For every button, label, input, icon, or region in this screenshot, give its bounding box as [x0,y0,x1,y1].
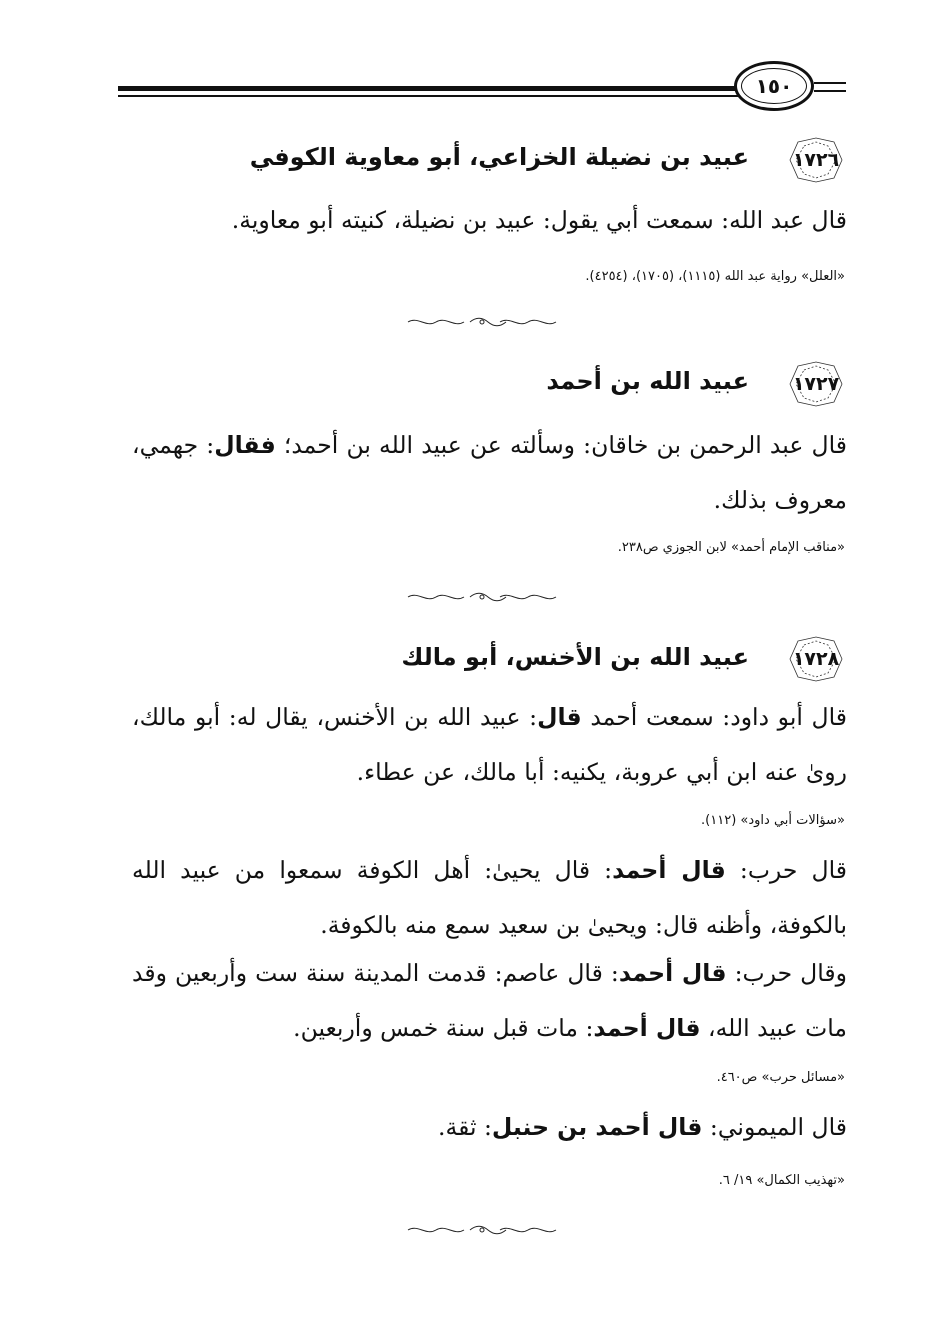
para-text: : قال عاصم: قدمت المدينة سنة ست وأربعين وقد مات عبيد الله، [132,959,847,1042]
para-text: قال حرب: [725,856,847,884]
entry-heading: عبيد بن نضيلة الخزاعي، أبو معاوية الكوفي [249,143,749,171]
entry-paragraph [132,1100,847,1155]
para-text: قال أبو داود: سمعت أحمد [581,703,848,731]
para-bold: قال أحمد [612,856,726,884]
para-text: : ثقة. [438,1113,492,1141]
para-bold: قال أحمد بن حنبل [491,1113,703,1141]
entry-number: ١٧٢٨ [792,648,840,670]
para-text: : قال يحيىٰ: أهل الكوفة سمعوا من عبيد الله بالكوفة، وأظنه قال: ويحيىٰ بن سعيد سمع منه بالكوفة. [132,856,847,939]
source-citation: «العلل» رواية عبد الله (١١١٥)، (١٧٠٥)، (٤٢٥٤). [585,269,845,284]
page-number-badge [734,61,814,111]
source-citation: «سؤالات أبي داود» (١١٢). [701,813,845,828]
para-bold: قال أحمد [593,1014,701,1042]
para-text: قال عبد الرحمن بن خاقان: وسألته عن عبيد الله بن أحمد؛ [275,431,847,459]
entry-paragraph [132,690,847,800]
source-citation: «تهذيب الكمال» ١٩/ ٦. [718,1173,845,1188]
entry-number: ١٧٢٦ [792,149,840,171]
para-text: وقال حرب: [726,959,847,987]
entry-number-badge [786,360,846,408]
section-divider-ornament [404,315,560,329]
source-citation: «مناقب الإمام أحمد» لابن الجوزي ص٢٣٨. [617,540,845,555]
para-bold: قال أحمد [618,959,727,987]
header-rule-thin [118,95,738,97]
para-text: : عبيد الله بن الأخنس، يقال له: أبو مالك، روىٰ عنه ابن أبي عروبة، يكنيه: أبا مالك، عن عطاء. [132,703,847,786]
entry-paragraph [132,946,847,1056]
entry-paragraph: قال عبد الله: سمعت أبي يقول: عبيد بن نضيلة، كنيته أبو معاوية. [231,206,847,234]
para-text: قال الميموني: [702,1113,847,1141]
entry-paragraph [132,843,847,953]
header-rule-right-2 [814,90,846,92]
header-rule-right [814,82,846,84]
entry-heading: عبيد الله بن الأخنس، أبو مالك [401,643,749,671]
entry-heading: عبيد الله بن أحمد [546,367,749,395]
section-divider-ornament [404,1223,560,1237]
para-text: : مات قبل سنة خمس وأربعين. [293,1014,594,1042]
header-rule [118,86,738,91]
source-citation: «مسائل حرب» ص٤٦٠. [716,1070,845,1085]
entry-number: ١٧٢٧ [792,373,840,395]
entry-paragraph [132,418,847,528]
entry-number-badge [786,635,846,683]
entry-number-badge [786,136,846,184]
para-bold: فقال [214,431,276,459]
section-divider-ornament [404,590,560,604]
para-bold: قال [537,703,582,731]
page-number: ١٥٠ [755,74,793,98]
para-text: : جهمي، معروف بذلك. [132,431,847,514]
